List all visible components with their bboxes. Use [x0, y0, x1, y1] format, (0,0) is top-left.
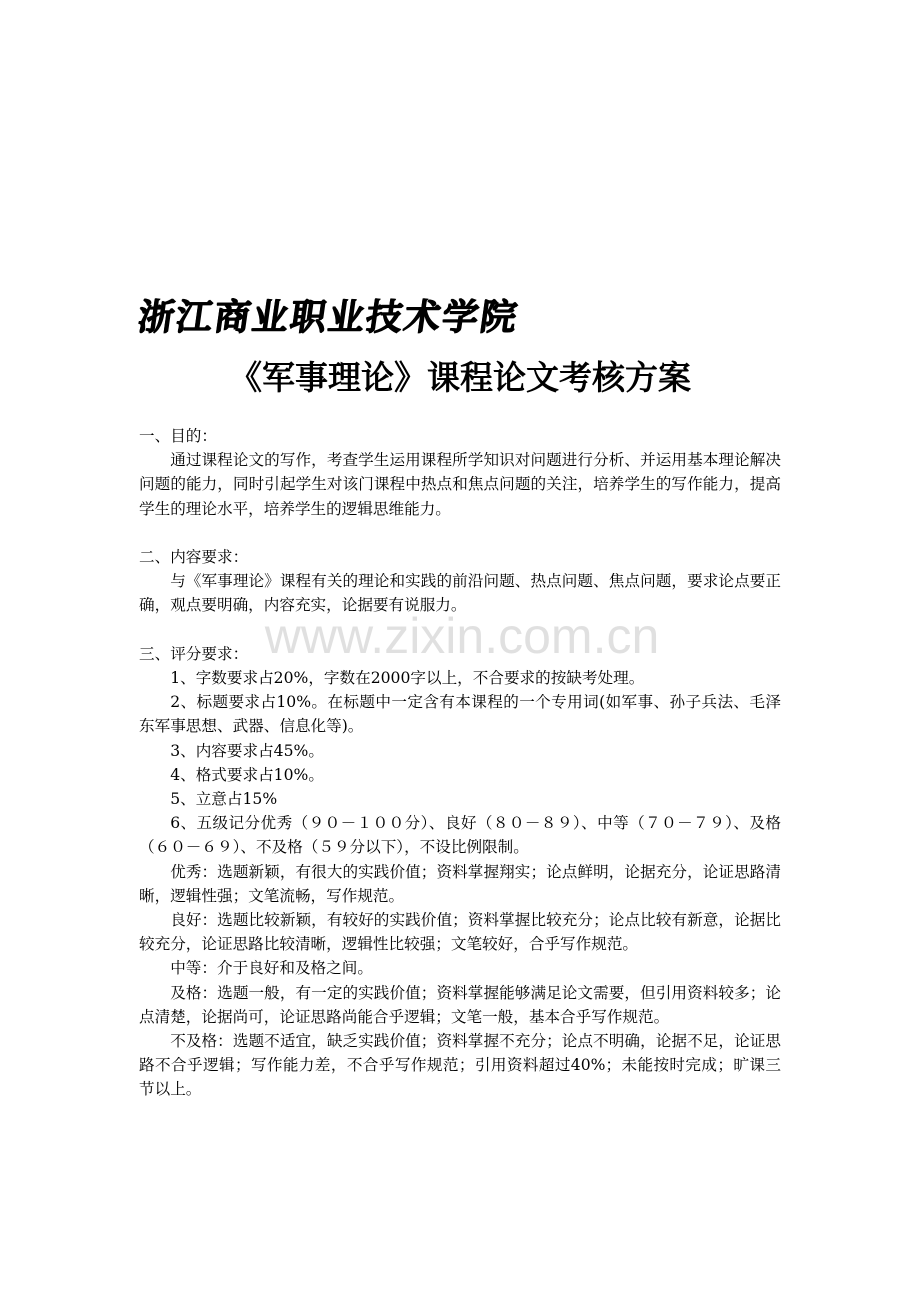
watermark: www.zixin.com.cn	[264, 608, 660, 664]
grade-medium: 中等：介于良好和及格之间。	[170, 959, 373, 978]
grade-good: 良好：选题比较新颖，有较好的实践价值；资料掌握比较充分；论点比较有新意，论据比较充分，论证思路比较清晰，逻辑性比较强；文笔较好，合乎写作规范。	[139, 911, 781, 954]
grade-pass: 及格：选题一般，有一定的实践价值；资料掌握能够满足论文需要，但引用资料较多；论点清楚，论据尚可，论证思路尚能合乎逻辑；文笔一般，基本合乎写作规范。	[139, 983, 781, 1026]
section-spacer	[139, 521, 781, 545]
list-item: 4、格式要求占10%。	[170, 765, 324, 784]
grade-fail: 不及格：选题不适宜，缺乏实践价值；资料掌握不充分；论点不明确，论据不足，论证思路不合乎逻辑；写作能力差，不合乎写作规范；引用资料超过40%；未能按时完成；旷课三节以上。	[139, 1032, 781, 1099]
list-item: 5、立意占15%	[170, 790, 278, 809]
section-heading: 三、评分要求：	[139, 644, 249, 663]
grade-excellent: 优秀：选题新颖，有很大的实践价值；资料掌握翔实；论点鲜明，论据充分，论证思路清晰，逻辑性强；文笔流畅，写作规范。	[139, 862, 781, 905]
document-body	[139, 424, 781, 1102]
section-heading: 一、目的：	[139, 427, 217, 445]
section-spacer	[139, 618, 781, 642]
college-logo: 浙江商业职业技术学院	[135, 296, 521, 338]
list-item: 3、内容要求占45%。	[170, 741, 324, 760]
paragraph: 与《军事理论》课程有关的理论和实践的前沿问题、热点问题、焦点问题，要求论点要正确，观点要明确，内容充实，论据要有说服力。	[139, 572, 781, 615]
section-purpose	[139, 424, 781, 521]
section-grading-requirements	[139, 642, 781, 1102]
list-item: 2、标题要求占10%。在标题中一定含有本课程的一个专用词(如军事、孙子兵法、毛泽东军事思想、武器、信息化等)。	[139, 693, 781, 736]
list-item: 6、五级记分优秀（９０－１００分）、良好（８０－８９）、中等（７０－７９）、及格（６０－６９）、不及格（５９分以下），不设比例限制。	[139, 814, 781, 857]
paragraph: 通过课程论文的写作，考查学生运用课程所学知识对问题进行分析、并运用基本理论解决问题的能力，同时引起学生对该门课程中热点和焦点问题的关注，培养学生的写作能力，提高学生的理论水平，培养学生的逻辑思维能力。	[139, 451, 781, 518]
document-title: 《军事理论》课程论文考核方案	[229, 358, 691, 397]
section-heading: 二、内容要求：	[139, 548, 249, 566]
list-item: 1、字数要求占20%，字数在2000字以上，不合要求的按缺考处理。	[170, 669, 645, 687]
section-content-requirements	[139, 545, 781, 618]
